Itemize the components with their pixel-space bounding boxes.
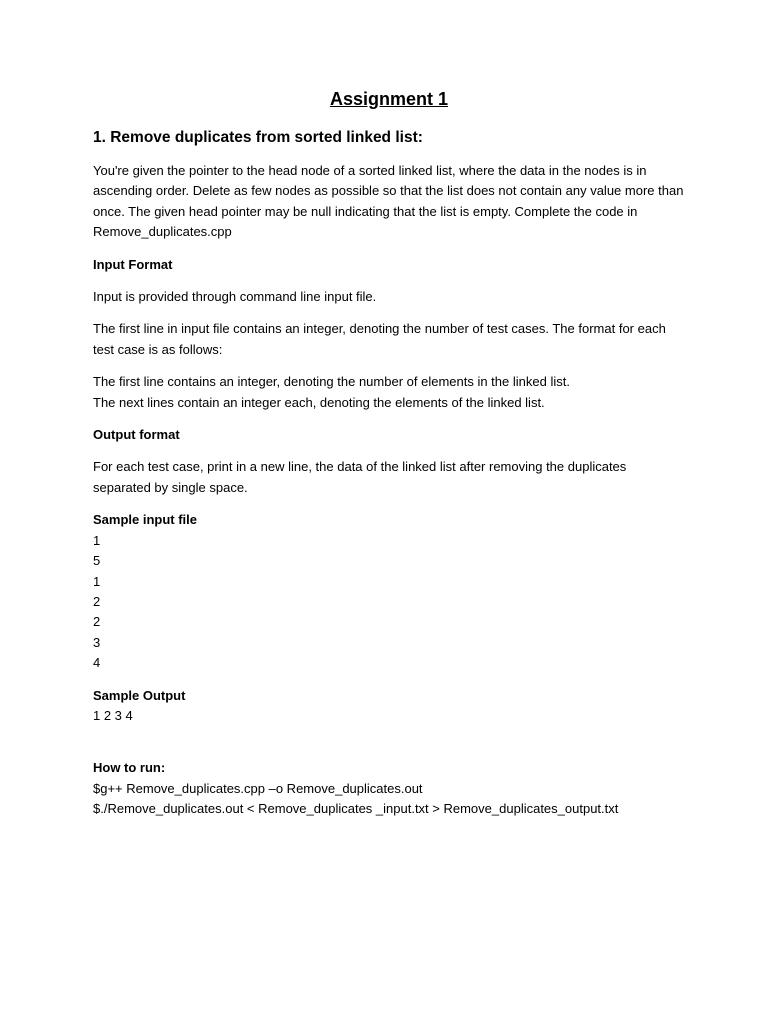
input-format-line-1: The first line contains an integer, denoting the number of elements in the linked list.	[93, 374, 570, 390]
run-command-compile: $g++ Remove_duplicates.cpp –o Remove_duplicates.out	[93, 780, 423, 796]
how-to-run-label: How to run:	[93, 760, 166, 776]
sample-output-block	[93, 686, 685, 727]
sample-input-block	[93, 510, 685, 673]
sample-input-line: 5	[93, 553, 101, 569]
sample-input-line: 3	[93, 634, 101, 650]
intro-paragraph: You're given the pointer to the head node of a sorted linked list, where the data in the nodes is in ascending order. Delete as few nodes as possible so that the list does not contain any value more than once. The given head pointer may be null indicating that the list is empty. Complete the code in Remove_duplicates.cpp	[93, 163, 684, 240]
run-command-execute: $./Remove_duplicates.out < Remove_duplicates _input.txt > Remove_duplicates_output.txt	[93, 801, 619, 817]
spacer	[93, 738, 685, 758]
input-format-label: Input Format	[93, 256, 173, 272]
sample-input-line: 4	[93, 655, 101, 671]
output-format-label: Output format	[93, 427, 180, 443]
page-title: Assignment 1	[329, 89, 449, 109]
sample-input-line: 1	[93, 532, 101, 548]
document-page	[93, 86, 685, 832]
sample-input-line: 2	[93, 614, 101, 630]
input-format-paragraph-1: Input is provided through command line input file.	[93, 289, 377, 305]
question-heading: 1. Remove duplicates from sorted linked list:	[93, 129, 423, 146]
sample-output-label: Sample Output	[93, 687, 186, 703]
sample-input-line: 1	[93, 573, 101, 589]
sample-input-label: Sample input file	[93, 512, 198, 528]
output-format-paragraph: For each test case, print in a new line, the data of the linked list after removing the duplicates separated by single space.	[93, 459, 627, 495]
input-format-paragraph-3	[93, 372, 685, 413]
input-format-paragraph-2: The first line in input file contains an integer, denoting the number of test cases. The format for each test case is as follows:	[93, 321, 666, 357]
how-to-run-block	[93, 758, 685, 819]
input-format-line-2: The next lines contain an integer each, denoting the elements of the linked list.	[93, 394, 545, 410]
sample-output-text: 1 2 3 4	[93, 707, 133, 723]
sample-input-line: 2	[93, 593, 101, 609]
